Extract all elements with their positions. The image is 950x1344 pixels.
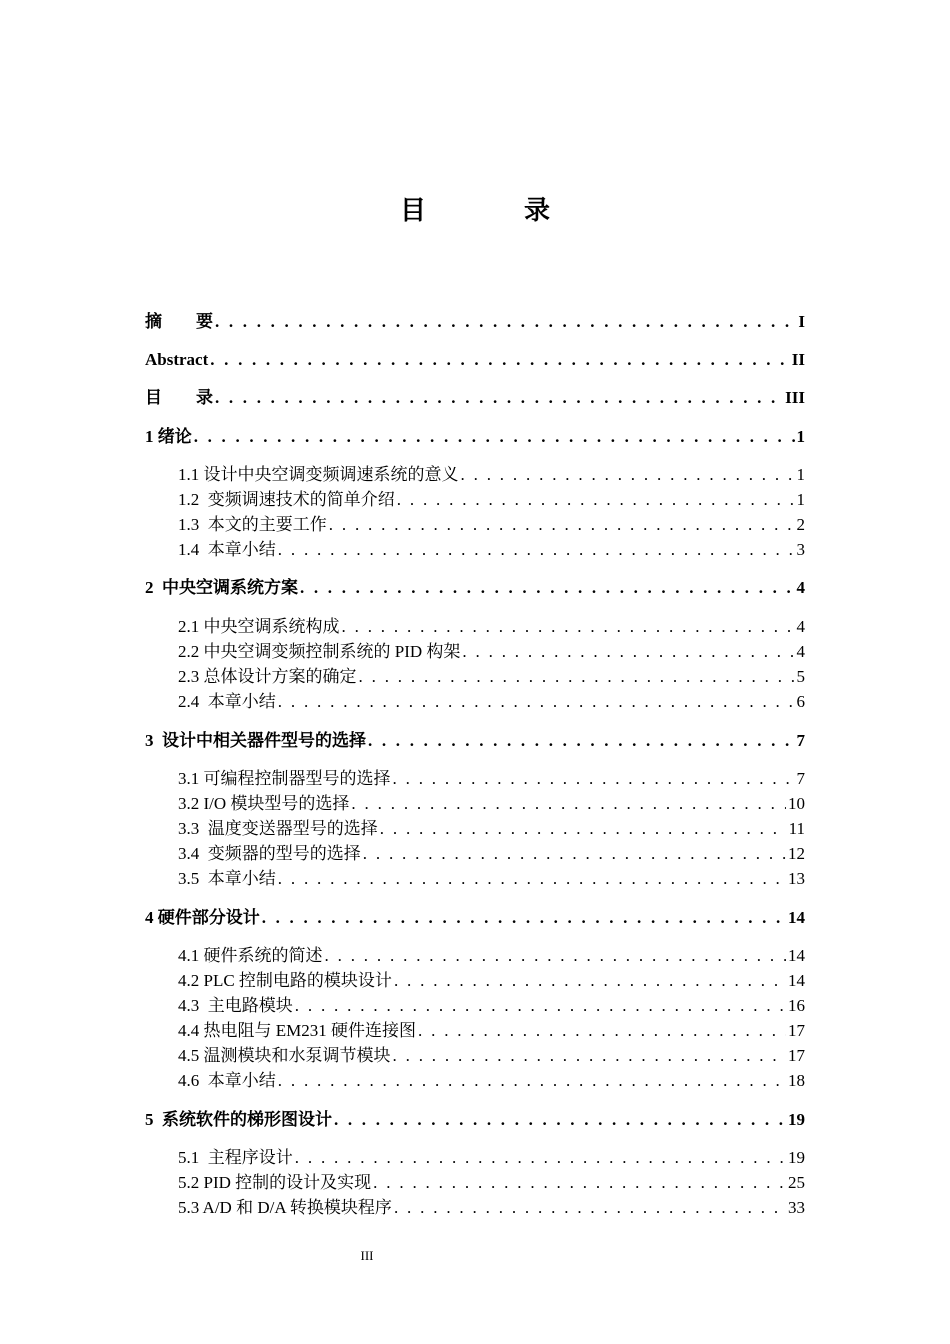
leader-dots bbox=[278, 538, 795, 562]
toc-entry-label: 摘 要 bbox=[145, 312, 213, 331]
toc-entry-chapter-4[interactable] bbox=[145, 906, 805, 930]
toc-entry-page: 1 bbox=[796, 427, 805, 446]
toc-entry-page: I bbox=[798, 312, 805, 331]
toc-entry-page: 11 bbox=[788, 819, 805, 838]
toc-entry-page: 12 bbox=[788, 844, 805, 863]
leader-dots bbox=[329, 513, 795, 537]
toc-entry-page: 7 bbox=[796, 731, 805, 750]
leader-dots bbox=[334, 1108, 786, 1132]
toc-entry-section[interactable] bbox=[178, 690, 805, 714]
toc-entry-page: 1 bbox=[796, 465, 805, 484]
toc-entry-section[interactable] bbox=[178, 463, 805, 487]
toc-entry-label: 1 绪论 bbox=[145, 427, 192, 446]
toc-entry-label: 4.6 本章小结 bbox=[178, 1071, 276, 1090]
toc-entry-page: 1 bbox=[796, 490, 805, 509]
leader-dots bbox=[394, 1196, 786, 1220]
toc-entry-page: 17 bbox=[788, 1021, 805, 1040]
leader-dots bbox=[210, 348, 790, 372]
toc-entry-section[interactable] bbox=[178, 767, 805, 791]
leader-dots bbox=[373, 1171, 786, 1195]
toc-entry-label: 3.1 可编程控制器型号的选择 bbox=[178, 769, 391, 788]
page-title: 目 录 bbox=[399, 196, 586, 225]
toc-entry-section[interactable] bbox=[178, 969, 805, 993]
leader-dots bbox=[215, 386, 783, 410]
toc-entry-page: II bbox=[791, 350, 805, 369]
toc-entry-abstract-en[interactable] bbox=[145, 348, 805, 372]
toc-entry-section[interactable] bbox=[178, 994, 805, 1018]
toc-entry-contents[interactable] bbox=[145, 386, 805, 410]
leader-dots bbox=[461, 463, 795, 487]
toc-entry-page: 4 bbox=[796, 617, 805, 636]
leader-dots bbox=[215, 310, 796, 334]
toc-entry-section[interactable] bbox=[178, 615, 805, 639]
toc-entry-page: 5 bbox=[796, 667, 805, 686]
toc-entry-page: 17 bbox=[788, 1046, 805, 1065]
toc-entry-chapter-3[interactable] bbox=[145, 729, 805, 753]
toc-entry-page: III bbox=[785, 388, 805, 407]
toc-entry-page: 2 bbox=[796, 515, 805, 534]
toc-entry-section[interactable] bbox=[178, 1044, 805, 1068]
toc-entry-section[interactable] bbox=[178, 842, 805, 866]
toc-entry-page: 19 bbox=[788, 1148, 805, 1167]
leader-dots bbox=[262, 906, 786, 930]
toc-entry-label: 目 录 bbox=[145, 388, 213, 407]
toc-entry-chapter-2[interactable] bbox=[145, 576, 805, 600]
leader-dots bbox=[351, 792, 786, 816]
toc-entry-label: 4 硬件部分设计 bbox=[145, 908, 260, 927]
toc-entry-page: 19 bbox=[788, 1110, 805, 1129]
toc-entry-page: 33 bbox=[788, 1198, 805, 1217]
toc-entry-label: 1.3 本文的主要工作 bbox=[178, 515, 327, 534]
leader-dots bbox=[342, 615, 795, 639]
leader-dots bbox=[295, 994, 786, 1018]
leader-dots bbox=[278, 690, 795, 714]
toc-entry-page: 4 bbox=[796, 642, 805, 661]
toc-entry-label: 3 设计中相关器件型号的选择 bbox=[145, 731, 366, 750]
toc-entry-page: 7 bbox=[796, 769, 805, 788]
toc-entry-page: 25 bbox=[788, 1173, 805, 1192]
toc-entry-label: 4.5 温测模块和水泵调节模块 bbox=[178, 1046, 391, 1065]
toc-entry-section[interactable] bbox=[178, 817, 805, 841]
leader-dots bbox=[363, 842, 786, 866]
toc-entry-chapter-1[interactable] bbox=[145, 425, 805, 449]
toc-entry-label: 4.3 主电路模块 bbox=[178, 996, 293, 1015]
toc-entry-label: 1.1 设计中央空调变频调速系统的意义 bbox=[178, 465, 459, 484]
toc-entry-section[interactable] bbox=[178, 538, 805, 562]
leader-dots bbox=[295, 1146, 786, 1170]
toc-entry-label: 5.2 PID 控制的设计及实现 bbox=[178, 1173, 372, 1192]
page-number: III bbox=[360, 1248, 374, 1263]
toc-entry-label: 5.1 主程序设计 bbox=[178, 1148, 293, 1167]
toc-entry-label: 4.1 硬件系统的简述 bbox=[178, 946, 323, 965]
toc-entry-section[interactable] bbox=[178, 867, 805, 891]
toc-entry-page: 4 bbox=[796, 578, 805, 597]
toc-entry-section[interactable] bbox=[178, 1019, 805, 1043]
leader-dots bbox=[278, 1069, 786, 1093]
leader-dots bbox=[300, 576, 795, 600]
leader-dots bbox=[393, 767, 795, 791]
toc-entry-page: 3 bbox=[796, 540, 805, 559]
toc-entry-section[interactable] bbox=[178, 640, 805, 664]
leader-dots bbox=[325, 944, 787, 968]
toc-entry-section[interactable] bbox=[178, 792, 805, 816]
toc-entry-label: 3.2 I/O 模块型号的选择 bbox=[178, 794, 350, 813]
toc-entry-label: 2.2 中央空调变频控制系统的 PID 构架 bbox=[178, 642, 461, 661]
toc-entry-page: 16 bbox=[788, 996, 805, 1015]
toc-entry-page: 14 bbox=[788, 946, 805, 965]
toc-entry-abstract-cn[interactable] bbox=[145, 310, 805, 334]
leader-dots bbox=[368, 729, 795, 753]
toc-entry-label: 2.4 本章小结 bbox=[178, 692, 276, 711]
toc-entry-label: 5.3 A/D 和 D/A 转换模块程序 bbox=[178, 1198, 392, 1217]
toc-entry-label: 3.3 温度变送器型号的选择 bbox=[178, 819, 378, 838]
toc-entry-label: 2 中央空调系统方案 bbox=[145, 578, 298, 597]
toc-entry-page: 18 bbox=[788, 1071, 805, 1090]
toc-entry-section[interactable] bbox=[178, 1146, 805, 1170]
toc-entry-label: 5 系统软件的梯形图设计 bbox=[145, 1110, 332, 1129]
toc-entry-label: 1.4 本章小结 bbox=[178, 540, 276, 559]
leader-dots bbox=[397, 488, 795, 512]
leader-dots bbox=[359, 665, 795, 689]
leader-dots bbox=[418, 1019, 786, 1043]
toc-entry-label: Abstract bbox=[145, 350, 209, 369]
toc-entry-section[interactable] bbox=[178, 1171, 805, 1195]
leader-dots bbox=[380, 817, 787, 841]
leader-dots bbox=[278, 867, 786, 891]
toc-entry-label: 3.4 变频器的型号的选择 bbox=[178, 844, 361, 863]
toc-entry-chapter-5[interactable] bbox=[145, 1108, 805, 1132]
leader-dots bbox=[394, 969, 786, 993]
leader-dots bbox=[194, 425, 795, 449]
leader-dots bbox=[393, 1044, 787, 1068]
toc-entry-section[interactable] bbox=[178, 944, 805, 968]
toc-entry-page: 14 bbox=[788, 971, 805, 990]
toc-entry-label: 4.2 PLC 控制电路的模块设计 bbox=[178, 971, 392, 990]
toc-entry-label: 2.1 中央空调系统构成 bbox=[178, 617, 340, 636]
toc-entry-section[interactable] bbox=[178, 665, 805, 689]
toc-entry-page: 13 bbox=[788, 869, 805, 888]
toc-entry-section[interactable] bbox=[178, 488, 805, 512]
toc-entry-label: 3.5 本章小结 bbox=[178, 869, 276, 888]
leader-dots bbox=[462, 640, 794, 664]
toc-entry-section[interactable] bbox=[178, 1069, 805, 1093]
toc-entry-page: 14 bbox=[788, 908, 805, 927]
toc-entry-label: 4.4 热电阻与 EM231 硬件连接图 bbox=[178, 1021, 416, 1040]
toc-entry-page: 6 bbox=[796, 692, 805, 711]
toc-entry-section[interactable] bbox=[178, 1196, 805, 1220]
toc-entry-page: 10 bbox=[788, 794, 805, 813]
toc-entry-section[interactable] bbox=[178, 513, 805, 537]
toc-entry-label: 2.3 总体设计方案的确定 bbox=[178, 667, 357, 686]
toc-entry-label: 1.2 变频调速技术的简单介绍 bbox=[178, 490, 395, 509]
